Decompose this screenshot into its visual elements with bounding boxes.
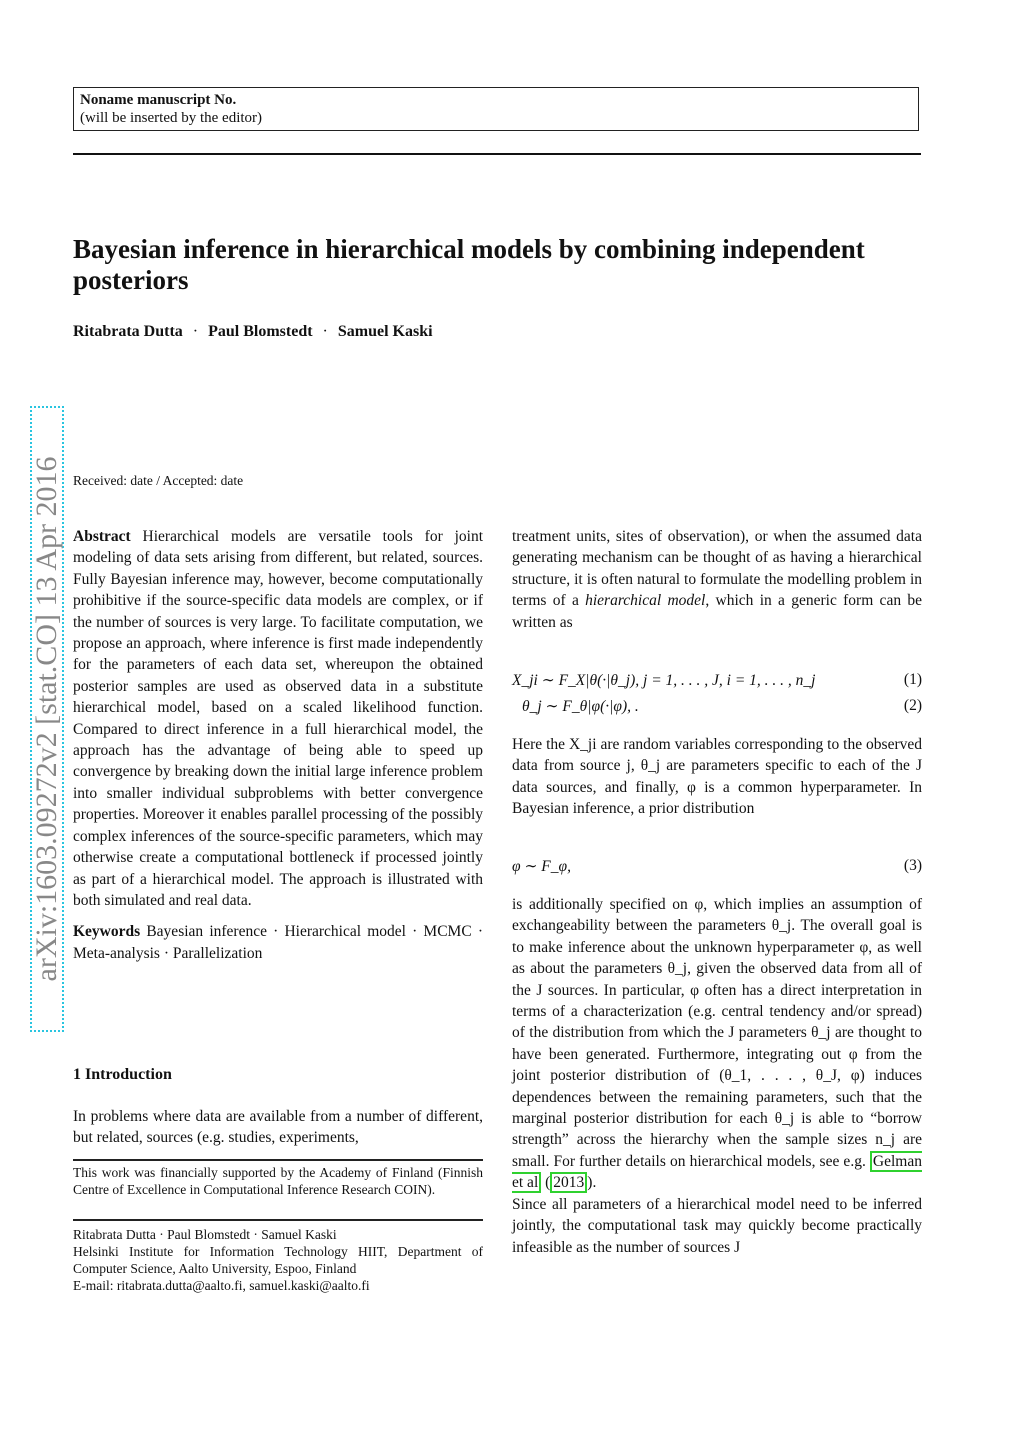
paragraph: is additionally specified on φ, which implies an assumption of exchangeability between the parameters θ_j. The overall goal is to make inference about the unknown hyperparameter φ, as well as about the parameters θ_j, given the observed data from all of the J sources. In particular, φ often has a direct interpretation in terms of a characterization (e.g. central tendency and/or spread) of the distribution from which the J parameters θ_j are thought to have been generated. Furthermore, integrating out φ from the joint posterior distribution of (θ_1, . . . , θ_J, φ) induces dependences between the remaining parameters, such that the marginal posterior distribution for each θ_j is able to “borrow strength” across the hierarchy when the sample sizes n_j are small. For further details on hierarchical models, see e.g. Gelman et al ( 2013 ). Since all parameters of a hierarchical model need to be inferred jointly, the computational task may quickly become practically infeasible as the number of sources J	[512, 894, 922, 1258]
editor-note: (will be inserted by the editor)	[80, 110, 263, 126]
equation-text: X_ji ∼ F_X|θ(·|θ_j), j = 1, . . . , J, i = 1, . . . , n_j	[512, 672, 816, 689]
affiliation-institution: Helsinki Institute for Information Technology HIIT, Department of Computer Science, Aalto University, Espoo, Finland	[73, 1244, 483, 1276]
footnote-rule	[73, 1159, 483, 1161]
paper-title: Bayesian inference in hierarchical models by combining independent posteriors	[73, 234, 865, 295]
affiliation-names: Ritabrata Dutta · Paul Blomstedt · Samuel Kaski	[73, 1227, 337, 1242]
manuscript-info-box	[73, 87, 919, 131]
equation-3	[512, 857, 922, 876]
author-separator: ·	[192, 323, 199, 340]
received-date: Received: date / Accepted: date	[73, 473, 244, 488]
paragraph: Here the X_ji are random variables corresponding to the observed data from source j, θ_j are parameters specific to each of the J data sources, and finally, φ is a common hyperparameter. In Bayesian inference, a prior distribution	[512, 736, 922, 818]
abstract-label: Abstract	[73, 528, 131, 545]
keywords-label: Keywords	[73, 923, 141, 941]
arxiv-stamp[interactable]	[30, 406, 64, 1032]
right-column-top	[512, 526, 922, 633]
paragraph: Since all parameters of a hierarchical model need to be inferred jointly, the computational task may quickly become practically infeasible as the number of sources J	[512, 1195, 922, 1256]
arxiv-stamp-text: arXiv:1603.09272v2 [stat.CO] 13 Apr 2016	[30, 456, 63, 982]
abstract	[73, 526, 483, 911]
author-list	[73, 323, 433, 341]
manuscript-number: Noname manuscript No.	[80, 92, 237, 108]
equation-2	[522, 697, 922, 716]
citation-year-link[interactable]: 2013	[550, 1172, 587, 1193]
equation-number: (3)	[903, 857, 922, 874]
author-name: Ritabrata Dutta	[73, 323, 183, 340]
header-rule	[73, 153, 921, 155]
paragraph: treatment units, sites of observation), or when the assumed data generating mechanism can be thought of as having a hierarchical structure, it is often natural to formulate the modelling problem in terms of a hierarchical model, which in a generic form can be written as	[512, 528, 922, 631]
equation-text: θ_j ∼ F_θ|φ(·|φ), .	[522, 698, 639, 715]
abstract-text: Hierarchical models are versatile tools for joint modeling of data sets arising from different, but related, sources. Fully Bayesian inference may, however, become computationally prohibitive if the source-specific data models are complex, or if the number of sources is very large. To facilitate computation, we propose an approach, where inference is first made independently for the parameters of each data set, whereupon the obtained posterior samples are used as observed data in a substitute hierarchical model, based on a scaled likelihood function. Compared to direct inference in a full hierarchical model, the approach has the advantage of being able to speed up convergence by breaking down the initial large inference problem into smaller individual subproblems with better convergence properties. Moreover it enables parallel processing of the possibly complex inferences of the source-specific parameters, which may otherwise create a computational bottleneck if processed jointly as part of a hierarchical model. The approach is illustrated with both simulated and real data.	[73, 528, 483, 909]
intro-paragraph: In problems where data are available from a number of different, but related, sources (e.g. studies, experiments,	[73, 1108, 483, 1147]
abstract-block	[73, 526, 483, 964]
author-name: Paul Blomstedt	[208, 323, 313, 340]
equation-1	[512, 671, 922, 690]
equation-number: (2)	[903, 697, 922, 714]
equation-text: φ ∼ F_φ,	[512, 858, 571, 875]
keywords	[73, 921, 483, 964]
emphasis: hierarchical model	[585, 592, 706, 610]
funding-footnote: This work was financially supported by the Academy of Finland (Finnish Centre of Excellence in Computational Inference Research COIN).	[73, 1165, 483, 1197]
affiliation-block	[73, 1226, 483, 1294]
keywords-text: Bayesian inference · Hierarchical model · MCMC · Meta-analysis · Parallelization	[73, 923, 483, 962]
equation-number: (1)	[903, 671, 922, 688]
author-name: Samuel Kaski	[337, 323, 433, 340]
affiliation-rule	[73, 1219, 483, 1221]
citation-link[interactable]: Gelman et al	[512, 1152, 922, 1192]
section-heading: 1 Introduction	[73, 1066, 172, 1083]
author-separator: ·	[322, 323, 328, 340]
affiliation-email: E-mail: ritabrata.dutta@aalto.fi, samuel.kaski@aalto.fi	[73, 1278, 370, 1293]
